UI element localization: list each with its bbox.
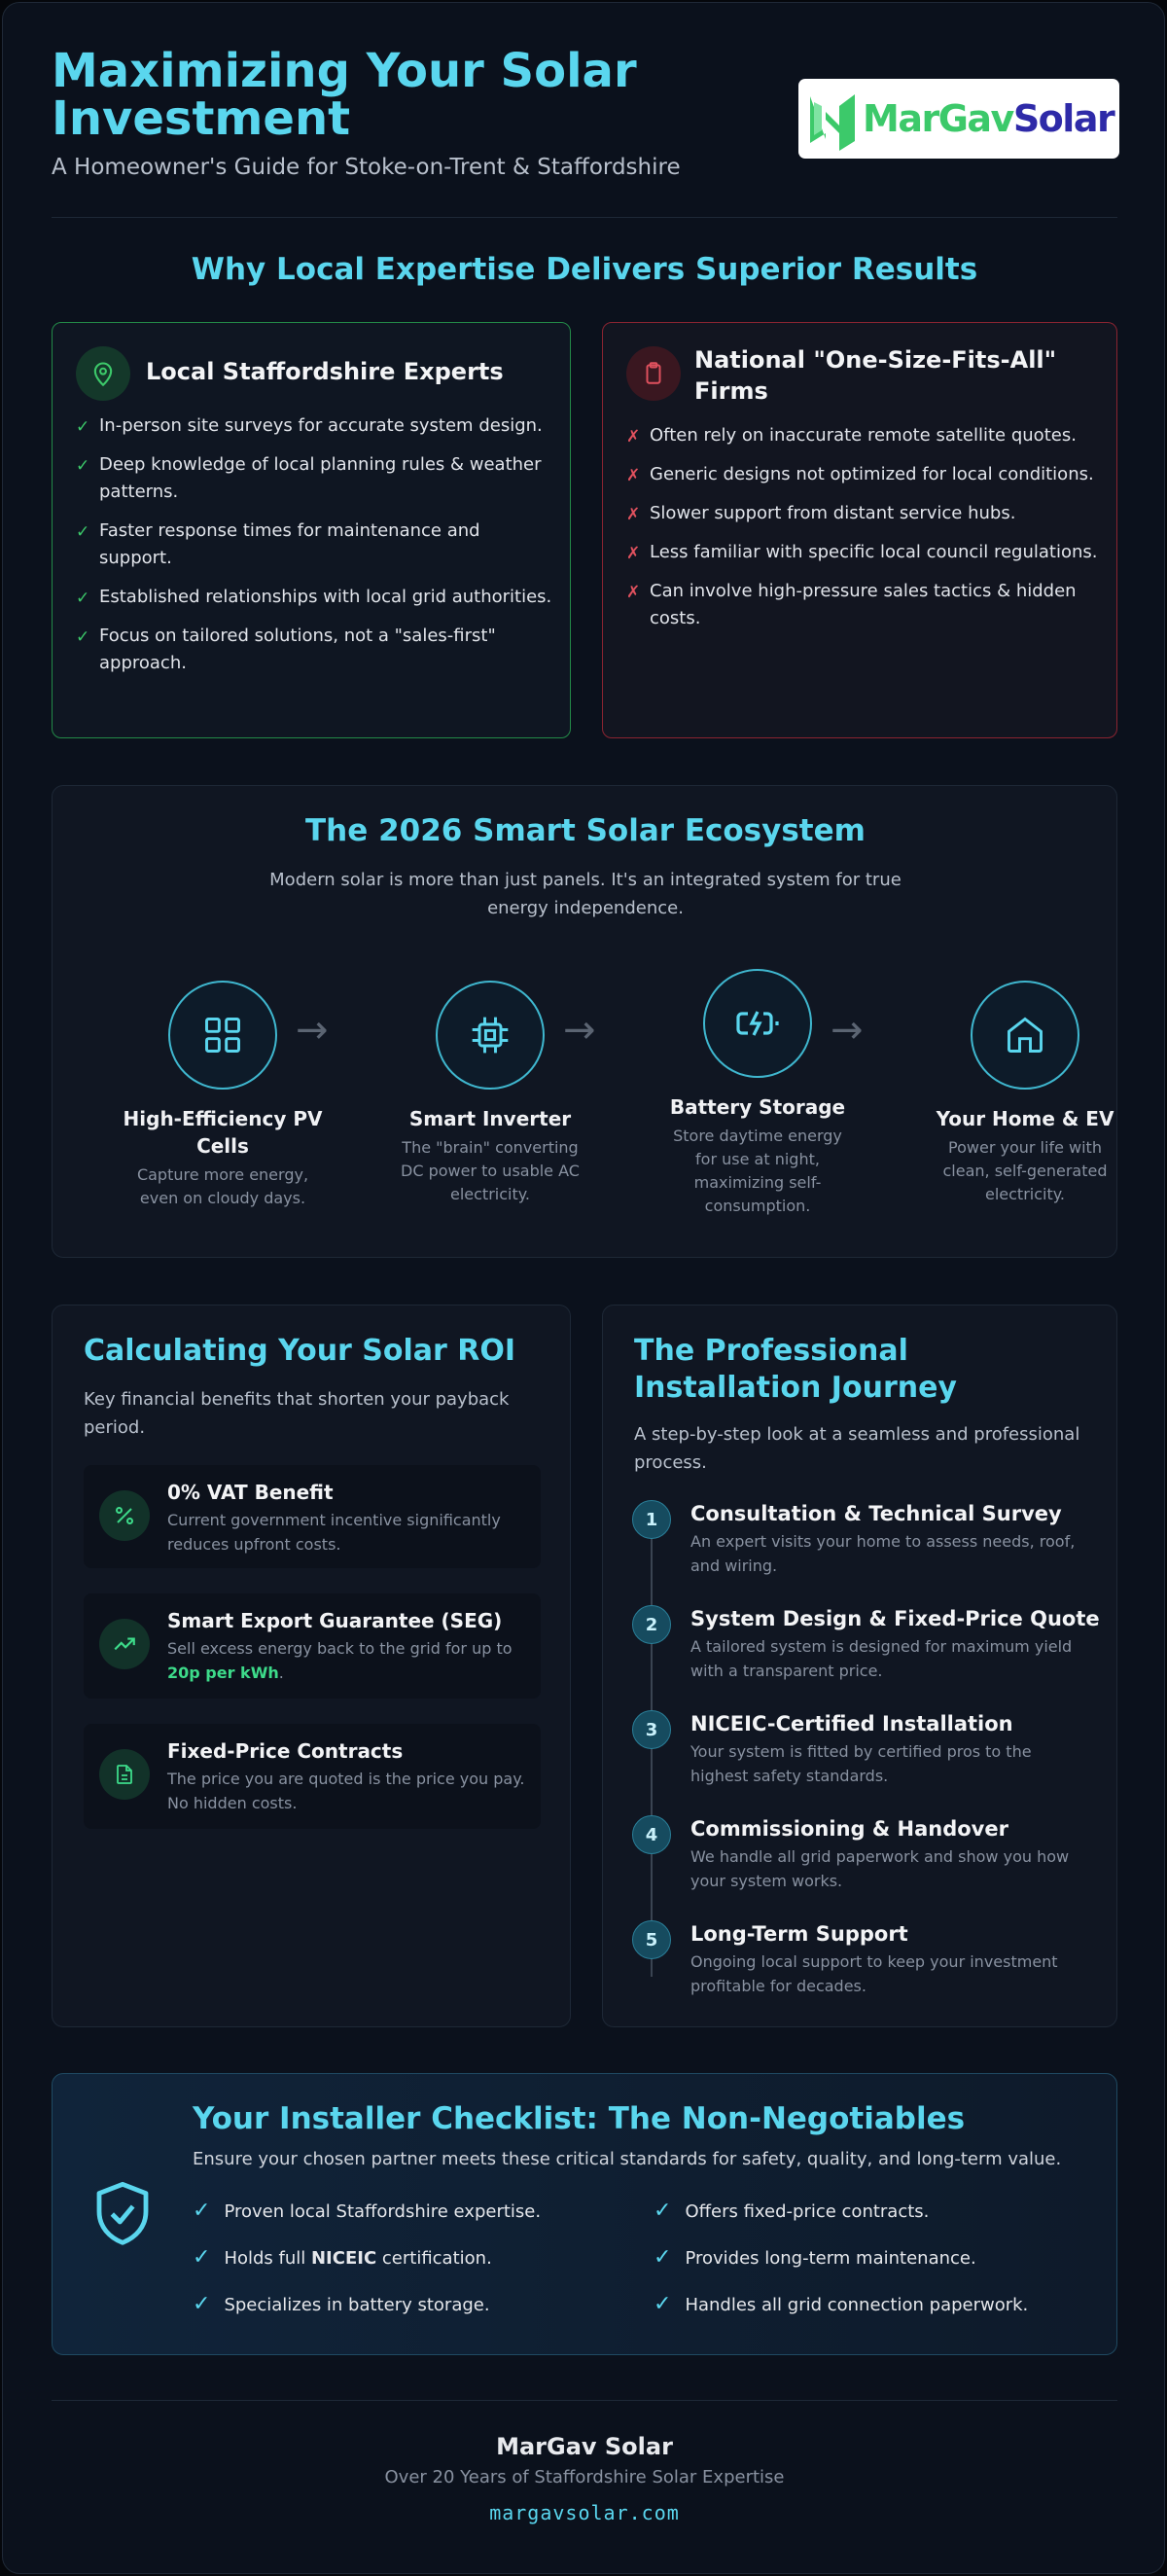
- checklist-item-text: Proven local Staffordshire expertise.: [224, 2201, 542, 2222]
- cross-icon: ✗: [626, 583, 641, 602]
- clipboard-icon: [626, 346, 681, 401]
- step-number-badge: 2: [632, 1605, 671, 1644]
- roi-item-seg: [84, 1593, 541, 1699]
- chip-icon: [436, 981, 545, 1090]
- roi-item-title: Smart Export Guarantee (SEG): [167, 1609, 503, 1632]
- list-item-text: Faster response times for maintenance and support.: [99, 520, 480, 568]
- journey-title: The Professional Installation Journey: [634, 1334, 957, 1405]
- list-item-text: Focus on tailored solutions, not a "sales-first" approach.: [99, 626, 496, 673]
- eco-step-home-ev: [923, 981, 1127, 1206]
- footer-divider: [52, 2400, 1117, 2401]
- step-number-badge: 1: [632, 1500, 671, 1539]
- journey-step-title: NICEIC-Certified Installation: [690, 1712, 1013, 1735]
- check-icon: ✓: [193, 2199, 211, 2223]
- trending-up-icon: [99, 1619, 150, 1669]
- logo-word-solar: Solar: [1012, 97, 1114, 140]
- journey-step-desc: We handle all grid paperwork and show you how your system works.: [690, 1847, 1070, 1890]
- journey-step-title: Commissioning & Handover: [690, 1817, 1008, 1841]
- eco-step-title: Battery Storage: [669, 1095, 846, 1119]
- checklist-item-text: Handles all grid connection paperwork.: [685, 2295, 1029, 2315]
- list-item-text: Can involve high-pressure sales tactics & hidden costs.: [650, 581, 1077, 628]
- page-subtitle: A Homeowner's Guide for Stoke-on-Trent & Staffordshire: [52, 155, 681, 180]
- list-item: [76, 518, 552, 572]
- journey-step-desc: A tailored system is designed for maximum yield with a transparent price.: [690, 1637, 1073, 1680]
- checklist-item: [193, 2199, 541, 2223]
- cross-icon: ✗: [626, 505, 641, 524]
- ecosystem-description: Modern solar is more than just panels. It's an integrated system for true energy independence.: [269, 870, 902, 918]
- roi-panel: [52, 1305, 571, 2027]
- check-icon: ✓: [654, 2292, 672, 2316]
- local-benefits-list: [76, 412, 552, 689]
- list-item-text: Generic designs not optimized for local conditions.: [650, 464, 1094, 484]
- infographic-page: [2, 2, 1165, 2574]
- arrow-right-icon: →: [831, 1008, 864, 1053]
- eco-step-battery: [655, 969, 860, 1218]
- national-firms-heading: National "One-Size-Fits-All" Firms: [694, 346, 1057, 405]
- list-item: [76, 584, 552, 611]
- roi-item-title: Fixed-Price Contracts: [167, 1739, 404, 1763]
- arrow-right-icon: →: [563, 1008, 596, 1053]
- journey-step-desc: Your system is fitted by certified pros to the highest safety standards.: [690, 1742, 1032, 1785]
- checklist-item: [654, 2199, 929, 2223]
- battery-charging-icon: [703, 969, 812, 1078]
- check-icon: ✓: [76, 522, 90, 542]
- eco-step-desc: Store daytime energy for use at night, maximizing self-consumption.: [673, 1127, 842, 1215]
- roi-item-desc-suffix: .: [278, 1664, 284, 1682]
- list-item: [76, 412, 552, 440]
- grid-icon: [168, 981, 277, 1090]
- list-item-text: Established relationships with local grid authorities.: [99, 587, 552, 607]
- footer-website-link[interactable]: margavsolar.com: [489, 2501, 680, 2524]
- list-item: [626, 422, 1103, 449]
- check-icon: ✓: [76, 417, 90, 437]
- checklist-item-text: Offers fixed-price contracts.: [685, 2201, 930, 2222]
- list-item: [626, 539, 1103, 566]
- journey-step-desc: An expert visits your home to assess needs, roof, and wiring.: [690, 1532, 1076, 1575]
- footer-company-name: MarGav Solar: [496, 2433, 673, 2460]
- eco-step-pv-cells: [121, 981, 325, 1210]
- page-title: Maximizing Your Solar Investment: [52, 44, 637, 146]
- eco-step-title: High-Efficiency PV Cells: [123, 1107, 323, 1158]
- journey-step-title: System Design & Fixed-Price Quote: [690, 1607, 1100, 1630]
- document-icon: [99, 1749, 150, 1800]
- comparison-title: Why Local Expertise Delivers Superior Results: [191, 252, 978, 287]
- check-icon: ✓: [76, 589, 90, 608]
- checklist-item-text: Specializes in battery storage.: [224, 2295, 490, 2315]
- checklist-item: [193, 2292, 490, 2316]
- shield-check-icon: [91, 2179, 154, 2253]
- roi-item-desc-text: Sell excess energy back to the grid for up to: [167, 1639, 513, 1658]
- checklist-title: Your Installer Checklist: The Non-Negotiables: [193, 2101, 966, 2136]
- journey-step-title: Long-Term Support: [690, 1922, 908, 1946]
- niceic-emphasis: NICEIC: [310, 2248, 377, 2269]
- eco-step-desc: Capture more energy, even on cloudy days.: [136, 1165, 309, 1207]
- ecosystem-title: The 2026 Smart Solar Ecosystem: [305, 813, 866, 848]
- journey-description: A step-by-step look at a seamless and professional process.: [634, 1424, 1080, 1473]
- percent-icon: [99, 1490, 150, 1541]
- map-pin-icon: [76, 346, 130, 401]
- roi-title: Calculating Your Solar ROI: [84, 1334, 516, 1368]
- roi-item-fixed-price: [84, 1724, 541, 1829]
- checklist-item-text-suffix: certification.: [376, 2248, 492, 2269]
- list-item-text: In-person site surveys for accurate system design.: [99, 415, 543, 436]
- list-item: [626, 500, 1103, 527]
- eco-step-desc: Power your life with clean, self-generated electricity.: [942, 1138, 1108, 1203]
- brand-logo[interactable]: [798, 79, 1119, 159]
- step-number-badge: 4: [632, 1815, 671, 1854]
- checklist-item: [193, 2245, 492, 2270]
- checklist-item-text: Provides long-term maintenance.: [685, 2248, 976, 2269]
- roi-item-desc: Current government incentive significantly reduces upfront costs.: [167, 1511, 501, 1554]
- list-item: [626, 461, 1103, 488]
- list-item-text: Often rely on inaccurate remote satellite quotes.: [650, 425, 1077, 446]
- check-icon: ✓: [193, 2292, 211, 2316]
- roi-item-desc: The price you are quoted is the price you pay. No hidden costs.: [167, 1770, 525, 1812]
- cross-icon: ✗: [626, 544, 641, 563]
- roi-description: Key financial benefits that shorten your payback period.: [84, 1389, 510, 1438]
- step-number-badge: 3: [632, 1710, 671, 1749]
- list-item: [76, 451, 552, 506]
- seg-rate-highlight: 20p per kWh: [167, 1664, 279, 1682]
- cross-icon: ✗: [626, 427, 641, 447]
- check-icon: ✓: [654, 2199, 672, 2223]
- list-item: [76, 623, 552, 677]
- cross-icon: ✗: [626, 466, 641, 485]
- national-drawbacks-list: [626, 422, 1103, 644]
- arrow-right-icon: →: [296, 1008, 329, 1053]
- roi-item-vat: [84, 1465, 541, 1568]
- national-firms-card: [602, 322, 1117, 738]
- logo-wordmark: [863, 97, 1114, 140]
- local-experts-heading: Local Staffordshire Experts: [146, 358, 504, 385]
- checklist-item: [654, 2292, 1028, 2316]
- journey-step-desc: Ongoing local support to keep your investment profitable for decades.: [690, 1952, 1058, 1995]
- check-icon: ✓: [654, 2245, 672, 2270]
- checklist-item: [654, 2245, 976, 2270]
- eco-step-title: Smart Inverter: [408, 1107, 572, 1130]
- eco-step-desc: The "brain" converting DC power to usable AC electricity.: [401, 1138, 580, 1203]
- eco-step-title: Your Home & EV: [936, 1107, 1114, 1130]
- roi-item-title: 0% VAT Benefit: [167, 1481, 334, 1504]
- local-experts-card: [52, 322, 571, 738]
- checklist-item-text: Holds full: [224, 2248, 311, 2269]
- eco-step-inverter: [388, 981, 592, 1206]
- journey-step-title: Consultation & Technical Survey: [690, 1502, 1062, 1525]
- list-item-text: Less familiar with specific local council regulations.: [650, 542, 1098, 562]
- home-icon: [971, 981, 1079, 1090]
- checklist-description: Ensure your chosen partner meets these critical standards for safety, quality, and long-term value.: [193, 2149, 1062, 2169]
- step-number-badge: 5: [632, 1920, 671, 1959]
- check-icon: ✓: [76, 627, 90, 647]
- list-item-text: Deep knowledge of local planning rules & weather patterns.: [99, 454, 542, 502]
- list-item: [626, 578, 1103, 632]
- installer-checklist: [52, 2073, 1117, 2355]
- logo-mark-icon: [804, 87, 861, 151]
- roi-item-desc: [167, 1636, 527, 1685]
- logo-word-margav: MarGav: [863, 97, 1013, 140]
- header-divider: [52, 217, 1117, 218]
- journey-panel: [602, 1305, 1117, 2027]
- list-item-text: Slower support from distant service hubs.: [650, 503, 1016, 523]
- check-icon: ✓: [76, 456, 90, 476]
- ecosystem-section: [52, 785, 1117, 1258]
- footer-tagline: Over 20 Years of Staffordshire Solar Expertise: [384, 2467, 785, 2487]
- check-icon: ✓: [193, 2245, 211, 2270]
